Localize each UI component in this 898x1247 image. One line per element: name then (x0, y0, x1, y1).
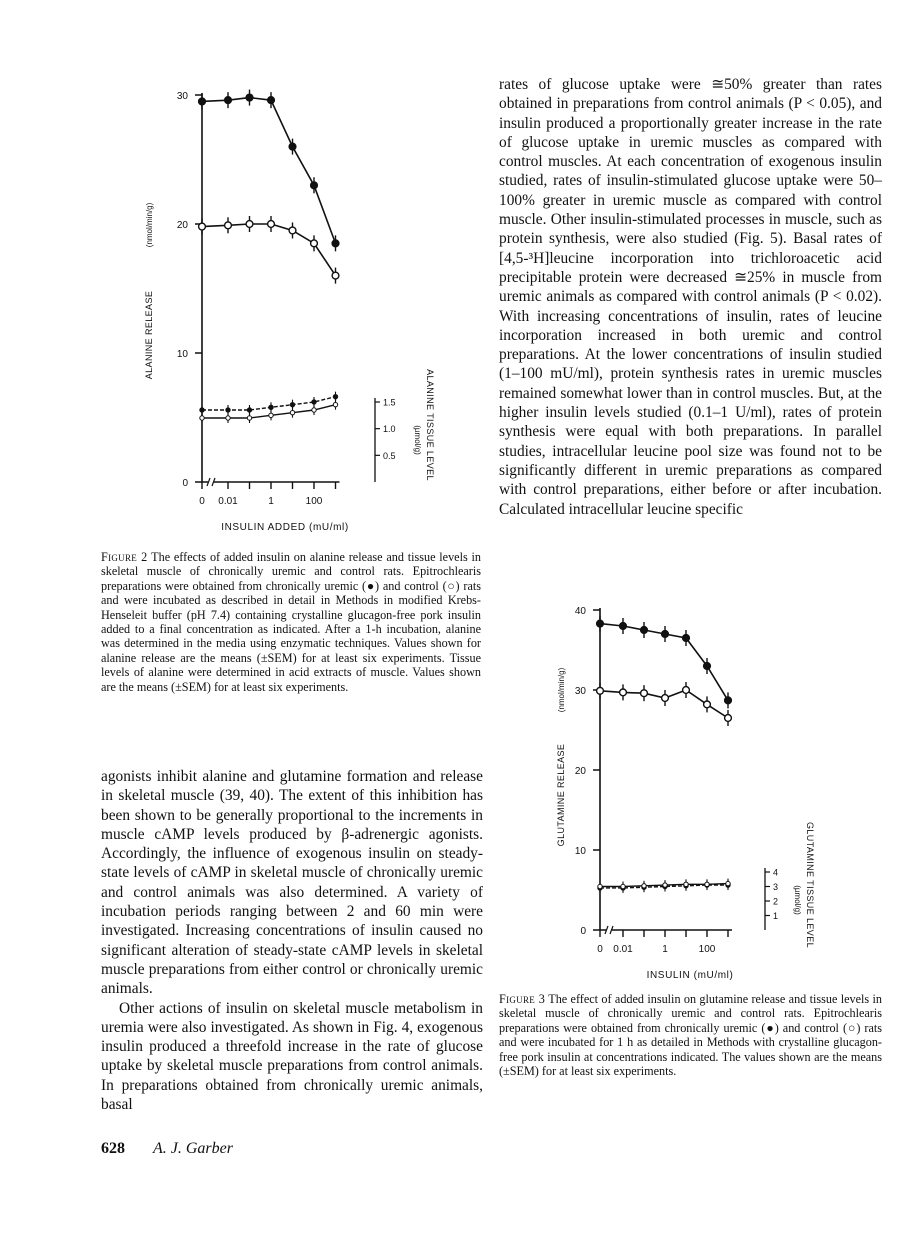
tissue-point-control (642, 884, 646, 888)
data-point-uremic (641, 627, 648, 634)
data-point-uremic (225, 97, 232, 104)
data-point-uremic (597, 620, 604, 627)
y-tick-label: 10 (176, 349, 188, 360)
y-tick-label: 0 (182, 478, 188, 489)
figure-2-caption-text: The effects of added insulin on alanine release and tissue levels in skeletal muscle of chronically uremic and control rats. Epitrochlearis preparations were obtained from chronically uremic (●) and control (○) rats and were incubated as described in detail in Methods in modified Krebs-Henseleit buffer (pH 7.4) containing crystalline glucagon-free pork insulin added to a final concentration as indicated. After a 1-h incubation, alanine was determined in the media using enzymatic techniques. Values shown for alanine release are the means (±SEM) for at least six experiments. Tissue levels of alanine were determined in acid extracts of muscle. Values shown are the means (±SEM) for at least six experiments. (101, 550, 481, 694)
y-axis-label: ALANINE RELEASE (144, 290, 154, 380)
x-axis-label: INSULIN (mU/ml) (646, 970, 734, 981)
x-tick-label: 100 (698, 944, 716, 955)
y-axis-label: GLUTAMINE RELEASE (556, 743, 566, 847)
tissue-point-uremic (269, 405, 273, 409)
figure-3-caption (499, 992, 882, 1078)
data-point-control (641, 690, 648, 697)
data-point-control (225, 222, 232, 229)
figure-2-caption-label: Figure 2 (101, 550, 148, 564)
x-tick-label: 0 (597, 944, 603, 955)
right-tick-label: 1.0 (383, 424, 396, 435)
page-number: 628 (101, 1140, 125, 1157)
right-axis-units: (µmol/g) (793, 885, 802, 915)
data-point-control (268, 221, 275, 228)
tissue-point-control (269, 413, 273, 417)
data-point-uremic (268, 97, 275, 104)
right-tick-label: 3 (773, 882, 779, 892)
data-point-control (704, 701, 711, 708)
tissue-point-control (705, 882, 709, 886)
series-line-control (202, 224, 336, 276)
y-tick-label: 20 (176, 220, 188, 231)
data-point-uremic (620, 623, 627, 630)
data-point-control (620, 689, 627, 696)
right-axis-label: GLUTAMINE TISSUE LEVEL (805, 821, 815, 949)
figure-3-caption-label: Figure 3 (499, 992, 546, 1006)
y-tick-label: 10 (574, 846, 586, 857)
data-point-control (332, 272, 339, 279)
y-tick-label: 40 (574, 606, 586, 617)
left-paragraph-2: Other actions of insulin on skeletal muscle metabolism in uremia were also investigated. As shown in Fig. 4, exogenous insulin produced a threefold increase in the rate of glucose uptake by skeletal muscle preparations from control animals. In preparations obtained from chronically uremic animals, basal (101, 999, 483, 1114)
author-running-head: A. J. Garber (153, 1140, 233, 1157)
data-point-control (683, 687, 690, 694)
tissue-point-control (247, 416, 251, 420)
right-paragraph-1: rates of glucose uptake were ≅50% greater than rates obtained in preparations from control animals (P < 0.05), and insulin produced a proportionally greater increase in the rate of glucose uptake in uremic muscles as compared with control muscles. At each concentration of exogenous insulin studied, rates of insulin-stimulated glucose uptake were 50–100% greater in uremic muscle as compared with control muscle. Other insulin-stimulated processes in muscle, such as protein synthesis, were also studied (Fig. 5). Basal rates of [4,5-³H]leucine incorporation into trichloroacetic acid precipitable protein were decreased ≅25% in muscle from uremic animals as compared with control animals (P < 0.02). With increasing concentrations of insulin, rates of leucine incorporation increased in both uremic and control preparations. At the lower concentrations of insulin studied (1–100 mU/ml), protein synthesis rates in uremic muscles remained somewhat lower than in control muscles. But, at the higher insulin levels studied (0.1–1 U/ml), rates of protein synthesis were equal with both preparations. In parallel studies, intracellular leucine pool size was found not to be significantly different in uremic preparations as compared with control preparations, either before or after incubation. Calculated intracellular leucine specific (499, 76, 882, 518)
tissue-point-control (663, 883, 667, 887)
tissue-point-uremic (312, 400, 316, 404)
tissue-point-uremic (226, 408, 230, 412)
tissue-point-uremic (200, 408, 204, 412)
data-point-control (662, 695, 669, 702)
tissue-point-control (226, 416, 230, 420)
tissue-point-control (621, 884, 625, 888)
y-tick-label: 0 (580, 926, 586, 937)
tissue-point-uremic (247, 408, 251, 412)
tissue-point-control (726, 881, 730, 885)
right-tick-label: 1.5 (383, 397, 396, 408)
x-tick-label: 100 (305, 496, 323, 507)
left-column-text (101, 767, 483, 1114)
tissue-point-control (333, 402, 337, 406)
x-tick-label: 1 (268, 496, 274, 507)
right-tick-label: 2 (773, 896, 779, 907)
x-axis-label: INSULIN ADDED (mU/ml) (221, 522, 349, 533)
data-point-uremic (725, 697, 732, 704)
data-point-uremic (289, 143, 296, 150)
data-point-uremic (704, 663, 711, 670)
data-point-control (311, 240, 318, 247)
tissue-point-control (290, 410, 294, 414)
data-point-control (289, 227, 296, 234)
right-tick-label: 1 (773, 911, 779, 921)
tissue-point-uremic (290, 402, 294, 406)
tissue-point-control (598, 884, 602, 888)
right-column-text (499, 75, 882, 519)
right-tick-label: 0.5 (383, 450, 396, 461)
y-tick-label: 30 (176, 91, 188, 102)
tissue-point-uremic (333, 394, 337, 398)
data-point-control (597, 687, 604, 694)
x-tick-label: 0.01 (218, 496, 238, 507)
data-point-uremic (683, 635, 690, 642)
x-tick-label: 1 (662, 944, 668, 955)
figure-3-caption-text: The effect of added insulin on glutamine release and tissue levels in skeletal muscle of chronically uremic and control rats. Epitrochlearis preparations were obtained from chronically uremic (●) and control (○) rats and were incubated for 1 h as detailed in Methods with crystalline glucagon-free pork insulin at concentrations indicated. The values shown are the means (±SEM) for at least six experiments. (499, 992, 882, 1079)
right-tick-label: 4 (773, 867, 779, 878)
data-point-uremic (311, 182, 318, 189)
figure-2-chart (130, 75, 440, 545)
data-point-control (199, 223, 206, 230)
data-point-control (246, 221, 253, 228)
data-point-uremic (199, 98, 206, 105)
data-point-uremic (246, 94, 253, 101)
tissue-point-control (312, 408, 316, 412)
figure-2-caption (101, 550, 481, 694)
x-tick-label: 0.01 (613, 944, 633, 955)
y-axis-units: (nmol/min/g) (145, 202, 154, 248)
y-tick-label: 20 (574, 766, 586, 777)
figure-3-chart (545, 600, 815, 990)
tissue-point-control (684, 882, 688, 886)
x-tick-label: 0 (199, 496, 205, 507)
right-axis-label: ALANINE TISSUE LEVEL (425, 369, 435, 481)
tissue-point-control (200, 416, 204, 420)
left-paragraph-1: agonists inhibit alanine and glutamine formation and release in skeletal muscle (39, 40). The extent of this inhibition has been shown to be generally proportional to the increments in muscle cAMP levels produced by β-adrenergic agonists. Accordingly, the influence of exogenous insulin on steady-state levels of cAMP in skeletal muscle of chronically uremic and control animals was also determined. A variety of incubation periods ranging between 2 and 60 min were investigated. Increasing concentrations of insulin caused no significant alteration of steady-state cAMP levels in skeletal muscle preparations from either control or chronically uremic animals. (101, 768, 483, 998)
data-point-uremic (662, 631, 669, 638)
data-point-uremic (332, 240, 339, 247)
y-tick-label: 30 (574, 686, 586, 697)
y-axis-units: (nmol/min/g) (557, 667, 566, 713)
page-footer (101, 1140, 233, 1158)
right-axis-units: (µmol/g) (413, 425, 422, 455)
data-point-control (725, 715, 732, 722)
